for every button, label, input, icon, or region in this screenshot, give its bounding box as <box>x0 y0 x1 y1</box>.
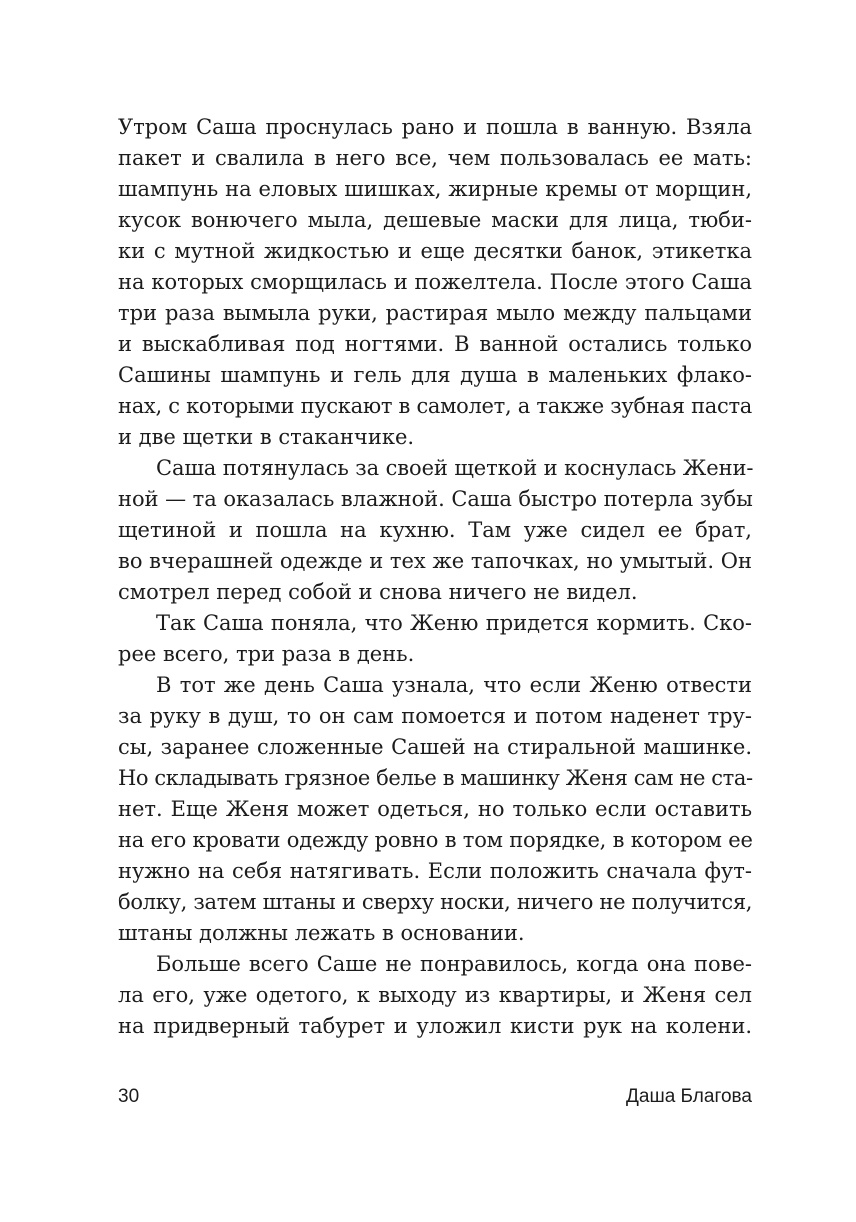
text-line: на его кровати одежду ровно в том порядке, в котором ее <box>118 828 753 852</box>
text-line: Сашины шампунь и гель для душа в маленьких флако- <box>118 363 752 387</box>
text-line: смотрел перед собой и снова ничего не видел. <box>118 580 638 604</box>
text-line: и две щетки в стаканчике. <box>118 425 415 449</box>
text-line: сы, заранее сложенные Сашей на стиральной машинке. <box>118 735 752 759</box>
text-line: штаны должны лежать в основании. <box>118 921 525 945</box>
text-line: три раза вымыла руки, растирая мыло между пальцами <box>118 301 752 325</box>
text-line: Так Саша поняла, что Женю придется кормить. Ско- <box>156 611 752 635</box>
text-line: нах, с которыми пускают в самолет, а также зубная паста <box>118 394 752 418</box>
text-line: нет. Еще Женя может одеться, но только если оставить <box>118 797 752 821</box>
running-author: Даша Благова <box>626 1086 752 1107</box>
text-line: ки с мутной жидкостью и еще десятки банок, этикетка <box>118 239 752 263</box>
text-line: ной — та оказалась влажной. Саша быстро потерла зубы <box>118 487 753 511</box>
text-line: пакет и свалила в него все, чем пользовалась ее мать: <box>118 146 752 170</box>
page-number: 30 <box>118 1086 140 1107</box>
text-line: нужно на себя натягивать. Если положить сначала фут- <box>118 859 752 883</box>
body-text <box>118 112 752 1042</box>
text-line: щетиной и пошла на кухню. Там уже сидел ее брат, <box>118 518 752 542</box>
text-line: на которых сморщилась и пожелтела. После этого Саша <box>118 270 752 294</box>
text-line: болку, затем штаны и сверху носки, ничего не получится, <box>118 890 753 914</box>
text-line: во вчерашней одежде и тех же тапочках, но умытый. Он <box>118 549 752 573</box>
text-line: В тот же день Саша узнала, что если Женю отвести <box>156 673 752 697</box>
text-line: за руку в душ, то он сам помоется и потом наденет тру- <box>118 704 752 728</box>
text-line: на придверный табурет и уложил кисти рук на колени. <box>118 1014 752 1038</box>
text-line: и выскабливая под ногтями. В ванной остались только <box>118 332 752 356</box>
text-line: Утром Саша проснулась рано и пошла в ванную. Взяла <box>118 115 752 139</box>
text-line: ла его, уже одетого, к выходу из квартиры, и Женя сел <box>118 983 752 1007</box>
page-footer <box>118 1082 752 1112</box>
text-line: Саша потянулась за своей щеткой и коснулась Жени- <box>156 456 754 480</box>
text-line: Но складывать грязное белье в машинку Женя сам не ста- <box>118 766 753 790</box>
text-line: шампунь на еловых шишках, жирные кремы от морщин, <box>118 177 752 201</box>
text-line: Больше всего Саше не понравилось, когда она пове- <box>156 952 752 976</box>
text-line: рее всего, три раза в день. <box>118 642 415 666</box>
text-line: кусок вонючего мыла, дешевые маски для лица, тюби- <box>118 208 752 232</box>
